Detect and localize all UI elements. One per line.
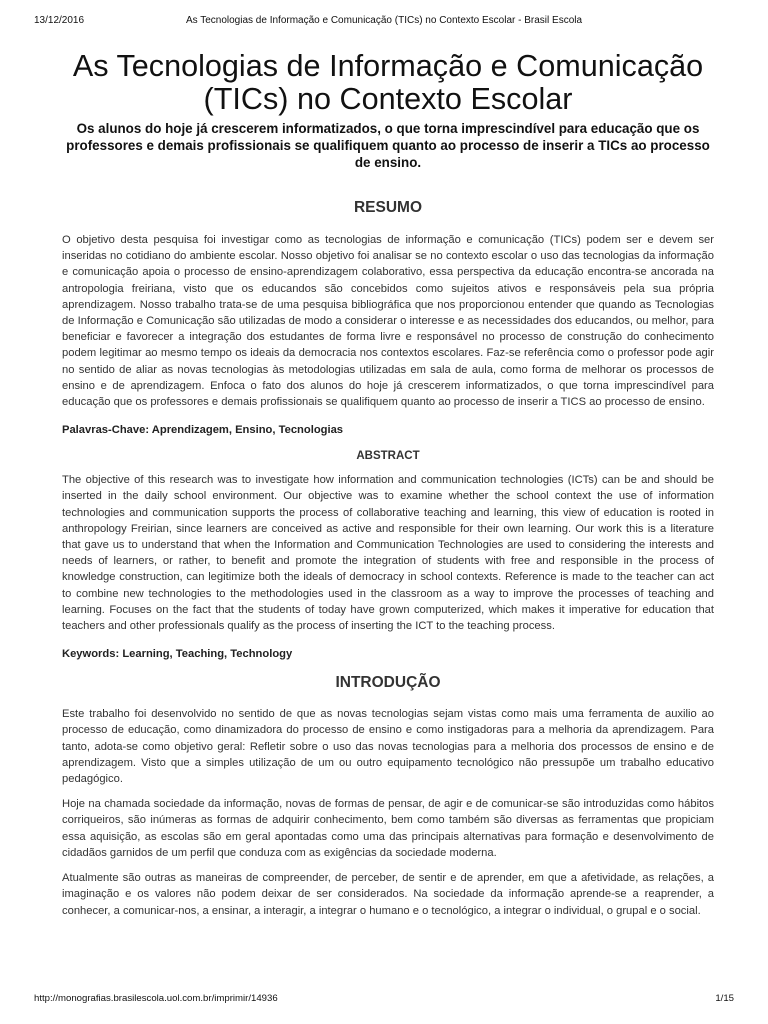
introducao-paragraph: Hoje na chamada sociedade da informação, novas de formas de pensar, de agir e de comunicar-se são introduzidas como hábitos corriqueiros, são inúmeras as formas de adquirir conhecimento, bem como também são diversas as ferramentas que propiciam essa aquisição, as escolas são em geral apontadas como uma das principais alternativas para formação e desenvolvimento de cidadãos garnidos de um perfil que conduza com as exigências da sociedade moderna.	[62, 798, 714, 859]
print-page-title: As Tecnologias de Informação e Comunicação (TICs) no Contexto Escolar - Brasil Escola	[185, 15, 583, 26]
print-footer	[34, 992, 734, 1006]
resumo-heading: RESUMO	[353, 199, 423, 216]
article-subtitle: Os alunos do hoje já crescerem informatizados, o que torna imprescindível para educação que os professores e demais profissionais se qualifiquem quanto ao processo de inserir a TICs ao processo de ensino.	[66, 121, 710, 170]
introducao-paragraph: Atualmente são outras as maneiras de compreender, de perceber, de sentir e de aprender, em que a afetividade, as relações, a imaginação e os valores não podem deixar de ser considerados. Na sociedade da informação aprende-se a reaprender, a conhecer, a comunicar-nos, a ensinar, a interagir, a integrar o humano e o tecnológico, a integrar o individual, o grupal e o social.	[62, 872, 714, 917]
resumo-body: O objetivo desta pesquisa foi investigar como as tecnologias de informação e comunicação (TICs) podem ser e devem ser inseridas no cotidiano do ambiente escolar. Nosso objetivo foi analisar se no contexto escolar o uso das tecnologias da informação e comunicação apoia o processo de ensino-aprendizagem colaborativo, essa perspectiva da educação encontra-se ancorada na antropologia freiriana, visto que os educandos são concebidos como sujeitos ativos e responsáveis pela sua própria aprendizagem. Nosso trabalho trata-se de uma pesquisa bibliográfica que nos proporcionou entender que quando as Tecnologias de Informação e Comunicação são utilizadas de modo a considerar o interesse e as necessidades dos educandos, ou melhor, para beneficiar e favorecer a integração dos estudantes de forma livre e responsável no processo de construção do conhecimento podem legitimar ao mesmo tempo os ideais da democracia nos contextos escolares. Faz-se referência como o professor pode agir no sentido de aliar as novas tecnologias às metodologias utilizadas em sala de aula, como forma de melhorar os processos de ensino e de aprendizagem. Enfoca o fato dos alunos do hoje já crescerem informatizados, o que torna imprescindível para educação que os professores e demais profissionais se qualifiquem quanto ao processo de inserir a TICS ao processo de ensino.	[62, 234, 714, 409]
print-url-link[interactable]: http://monografias.brasilescola.uol.com.br/imprimir/14936	[34, 993, 278, 1004]
print-header	[34, 14, 734, 28]
resumo-keywords-value: Aprendizagem, Ensino, Tecnologias	[151, 424, 344, 437]
introducao-heading: INTRODUÇÃO	[335, 674, 441, 692]
page-counter: 1/15	[715, 993, 734, 1004]
abstract-heading: ABSTRACT	[356, 450, 420, 463]
print-date: 13/12/2016	[34, 15, 85, 26]
introducao-section	[62, 673, 714, 918]
abstract-keywords-value: Learning, Teaching, Technology	[122, 648, 293, 661]
abstract-body: The objective of this research was to investigate how information and communication technologies (ICTs) can be and should be inserted in the daily school environment. Our objective was to examine whether the school context the use of information technologies and communication supports the process of collaborative teaching and learning, this view of education is rooted in anthropology Freirian, since learners are conceived as active and responsible for their own learning. Our work this is a literature that gave us to understand that when the Information and Communication Technologies are used to considering the interests and needs of learners, or rather, to benefit and promote the integration of students with free and responsible in the process of knowledge construction, can legitimize both the ideals of democracy in school contexts. Reference is made to the teacher can act to combine new technologies to the methodologies used in the classroom as a way to improve the processes of teaching and learning. Focuses on the fact that the students of today have grown computerized, which makes it imperative for education that teachers and other professionals qualify as the process of inserting the ICT to the teaching process.	[62, 474, 714, 633]
abstract-section	[62, 448, 714, 662]
resumo-keywords	[62, 422, 714, 438]
abstract-keywords	[62, 646, 714, 662]
article-title: As Tecnologias de Informação e Comunicação (TICs) no Contexto Escolar	[72, 49, 704, 116]
article	[62, 50, 714, 919]
resumo-section	[62, 198, 714, 438]
abstract-keywords-label: Keywords:	[62, 648, 120, 661]
resumo-keywords-label: Palavras-Chave:	[62, 424, 150, 437]
introducao-paragraph: Este trabalho foi desenvolvido no sentido de que as novas tecnologias sejam vistas como mais uma ferramenta de auxilio ao processo de educação, como dinamizadora do processo de ensino e como instigadoras para a melhoria da aprendizagem. Para tanto, adota-se como objetivo geral: Refletir sobre o uso das novas tecnologias para a melhoria dos processos de ensino e de aprendizagem. Visto que a simples utilização de um ou outro equipamento tecnológico não pressupõe um trabalho educativo pedagógico.	[62, 708, 714, 786]
